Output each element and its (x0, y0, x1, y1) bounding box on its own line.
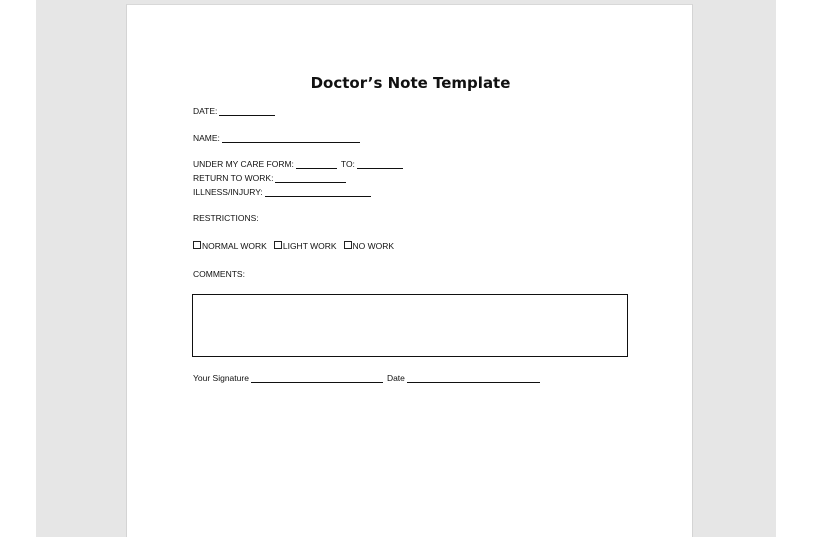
under-care-row (193, 159, 403, 169)
document-page (126, 4, 693, 537)
illness-label: ILLNESS/INJURY: (193, 187, 263, 197)
under-care-from-field[interactable] (296, 159, 337, 169)
light-work-label: LIGHT WORK (282, 241, 337, 251)
date-row (193, 106, 275, 116)
under-care-label: UNDER MY CARE FORM: (193, 159, 294, 169)
restriction-options (193, 241, 401, 251)
option-light-work[interactable] (274, 241, 337, 251)
return-label: RETURN TO WORK: (193, 173, 274, 183)
option-normal-work[interactable] (193, 241, 267, 251)
name-row (193, 133, 360, 143)
comments-label: COMMENTS: (193, 269, 245, 279)
signature-row (193, 373, 540, 383)
no-work-label: NO WORK (352, 241, 395, 251)
restrictions-label: RESTRICTIONS: (193, 213, 259, 223)
comments-box[interactable] (192, 294, 628, 357)
under-care-to-field[interactable] (357, 159, 403, 169)
illness-row (193, 187, 371, 197)
signature-date-field[interactable] (407, 373, 540, 383)
date-label: DATE: (193, 106, 218, 116)
restrictions-row (193, 213, 259, 223)
return-row (193, 173, 346, 183)
normal-work-label: NORMAL WORK (202, 241, 267, 251)
name-label: NAME: (193, 133, 220, 143)
comments-row (193, 269, 245, 279)
signature-field[interactable] (251, 373, 383, 383)
illness-field[interactable] (265, 187, 371, 197)
name-field[interactable] (222, 133, 360, 143)
normal-work-checkbox[interactable] (193, 241, 201, 249)
signature-label: Your Signature (193, 373, 249, 383)
option-no-work[interactable] (344, 241, 395, 251)
signature-date-label: Date (386, 373, 405, 383)
return-field[interactable] (275, 173, 346, 183)
date-field[interactable] (219, 106, 275, 116)
page-title: Doctor’s Note Template (310, 74, 511, 92)
light-work-checkbox[interactable] (274, 241, 282, 249)
no-work-checkbox[interactable] (344, 241, 352, 249)
to-label: TO: (340, 159, 355, 169)
